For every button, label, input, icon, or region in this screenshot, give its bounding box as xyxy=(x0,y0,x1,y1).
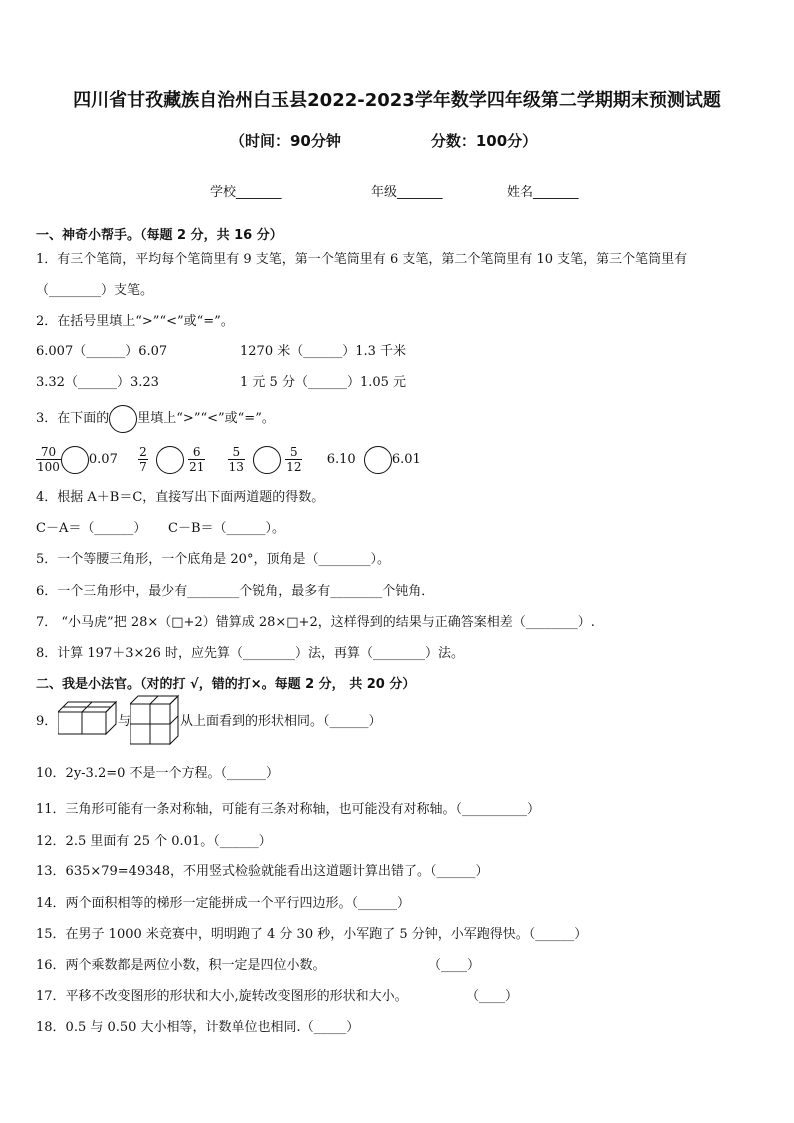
cube-figure-2-icon xyxy=(130,694,180,746)
question-8: 8．计算 197＋3×26 时，应先算（________）法，再算（________）法。 xyxy=(36,646,465,661)
section-1-heading: 一、神奇小帮手。（每题 2 分，共 16 分） xyxy=(36,228,283,243)
question-2-b: 1270 米（______）1.3 千米 xyxy=(240,344,407,359)
question-3: 3．在下面的 里填上“>”“<”或“=”。 xyxy=(36,404,275,434)
question-2-a: 6.007（______）6.07 xyxy=(36,344,168,359)
question-12: 12．2.5 里面有 25 个 0.01。（______） xyxy=(36,834,272,849)
exam-time: （时间：90分钟 xyxy=(230,132,341,150)
fraction-5-12: $\frac{5}{12}$ xyxy=(286,445,302,474)
exam-subtitle xyxy=(230,130,537,151)
school-field: 学校_______ xyxy=(210,185,282,200)
question-18: 18．0.5 与 0.50 大小相等，计数单位也相同.（_____） xyxy=(36,1020,360,1035)
answer-circle-2 xyxy=(156,446,184,474)
exam-score: 分数：100分） xyxy=(430,132,538,150)
question-13: 13．635×79=49348，不用竖式检验就能看出这道题计算出错了。（______） xyxy=(36,864,489,879)
question-5: 5．一个等腰三角形，一个底角是 20°，顶角是（________）。 xyxy=(36,552,390,567)
question-2-d: 1 元 5 分（______）1.05 元 xyxy=(240,375,407,390)
question-6: 6．一个三角形中，最少有________个锐角，最多有________个钝角． xyxy=(36,584,435,599)
section-2-heading: 二、我是小法官。（对的打 √，错的打×。每题 2 分， 共 20 分） xyxy=(36,677,416,692)
question-15: 15．在男子 1000 米竞赛中，明明跑了 4 分 30 秒，小军跑了 5 分钟，小军跑得快。（______） xyxy=(36,927,588,942)
exam-title: 四川省甘孜藏族自治州白玉县2022-2023学年数学四年级第二学期期末预测试题 xyxy=(73,90,721,111)
fraction-70-100: $\frac{70}{100}$ xyxy=(37,445,60,474)
question-4-b: C－B＝（______）。 xyxy=(168,521,286,536)
question-1-line-1: 1．有三个笔筒，平均每个笔筒里有 9 支笔，第一个笔筒里有 6 支笔，第二个笔筒里有 10 支笔，第三个笔筒里有 xyxy=(36,252,688,267)
question-10: 10．2y-3.2=0 不是一个方程。（______） xyxy=(36,766,280,781)
question-1-line-2: （________）支笔。 xyxy=(36,283,154,298)
question-9-number: 9． xyxy=(36,714,58,729)
question-17: 17．平移不改变图形的形状和大小,旋转改变图形的形状和大小。 xyxy=(36,989,408,1004)
question-11: 11．三角形可能有一条对称轴，可能有三条对称轴，也可能没有对称轴。（__________） xyxy=(36,802,541,817)
question-3-items: $\frac{70}{100}$ 0.07 $\frac{2}{7}$ $\frac{6}{21}$ $\frac{5}{13}$ $\frac{5}{12}$ 6.10 6.01 xyxy=(37,445,421,474)
cube-figure-1-icon xyxy=(58,700,120,736)
question-4-a: C－A＝（______） xyxy=(36,521,147,536)
question-2-c: 3.32（______）3.23 xyxy=(36,375,159,390)
answer-circle-3 xyxy=(253,446,281,474)
answer-circle-1 xyxy=(61,446,89,474)
fraction-5-13: $\frac{5}{13}$ xyxy=(228,445,244,474)
question-4: 4．根据 A＋B＝C，直接写出下面两道题的得数。 xyxy=(36,490,325,505)
answer-circle-4 xyxy=(364,446,392,474)
fraction-2-7: $\frac{2}{7}$ xyxy=(139,445,147,474)
question-14: 14．两个面积相等的梯形一定能拼成一个平行四边形。（______） xyxy=(36,896,411,911)
answer-circle xyxy=(109,405,137,433)
question-9-text: 从上面看到的形状相同。（______） xyxy=(180,714,382,729)
question-7: 7． “小马虎”把 28×（□+2）错算成 28×□+2，这样得到的结果与正确答案相差（________）. xyxy=(36,615,595,630)
question-17-blank: （____） xyxy=(466,989,519,1004)
question-16: 16．两个乘数都是两位小数，积一定是四位小数。 xyxy=(36,958,326,973)
question-16-blank: （____） xyxy=(428,958,481,973)
question-2: 2．在括号里填上“>”“<”或“=”。 xyxy=(36,314,234,329)
question-9-with: 与 xyxy=(118,714,132,729)
fraction-6-21: $\frac{6}{21}$ xyxy=(189,445,205,474)
grade-field: 年级_______ xyxy=(371,185,443,200)
name-field: 姓名_______ xyxy=(507,185,579,200)
